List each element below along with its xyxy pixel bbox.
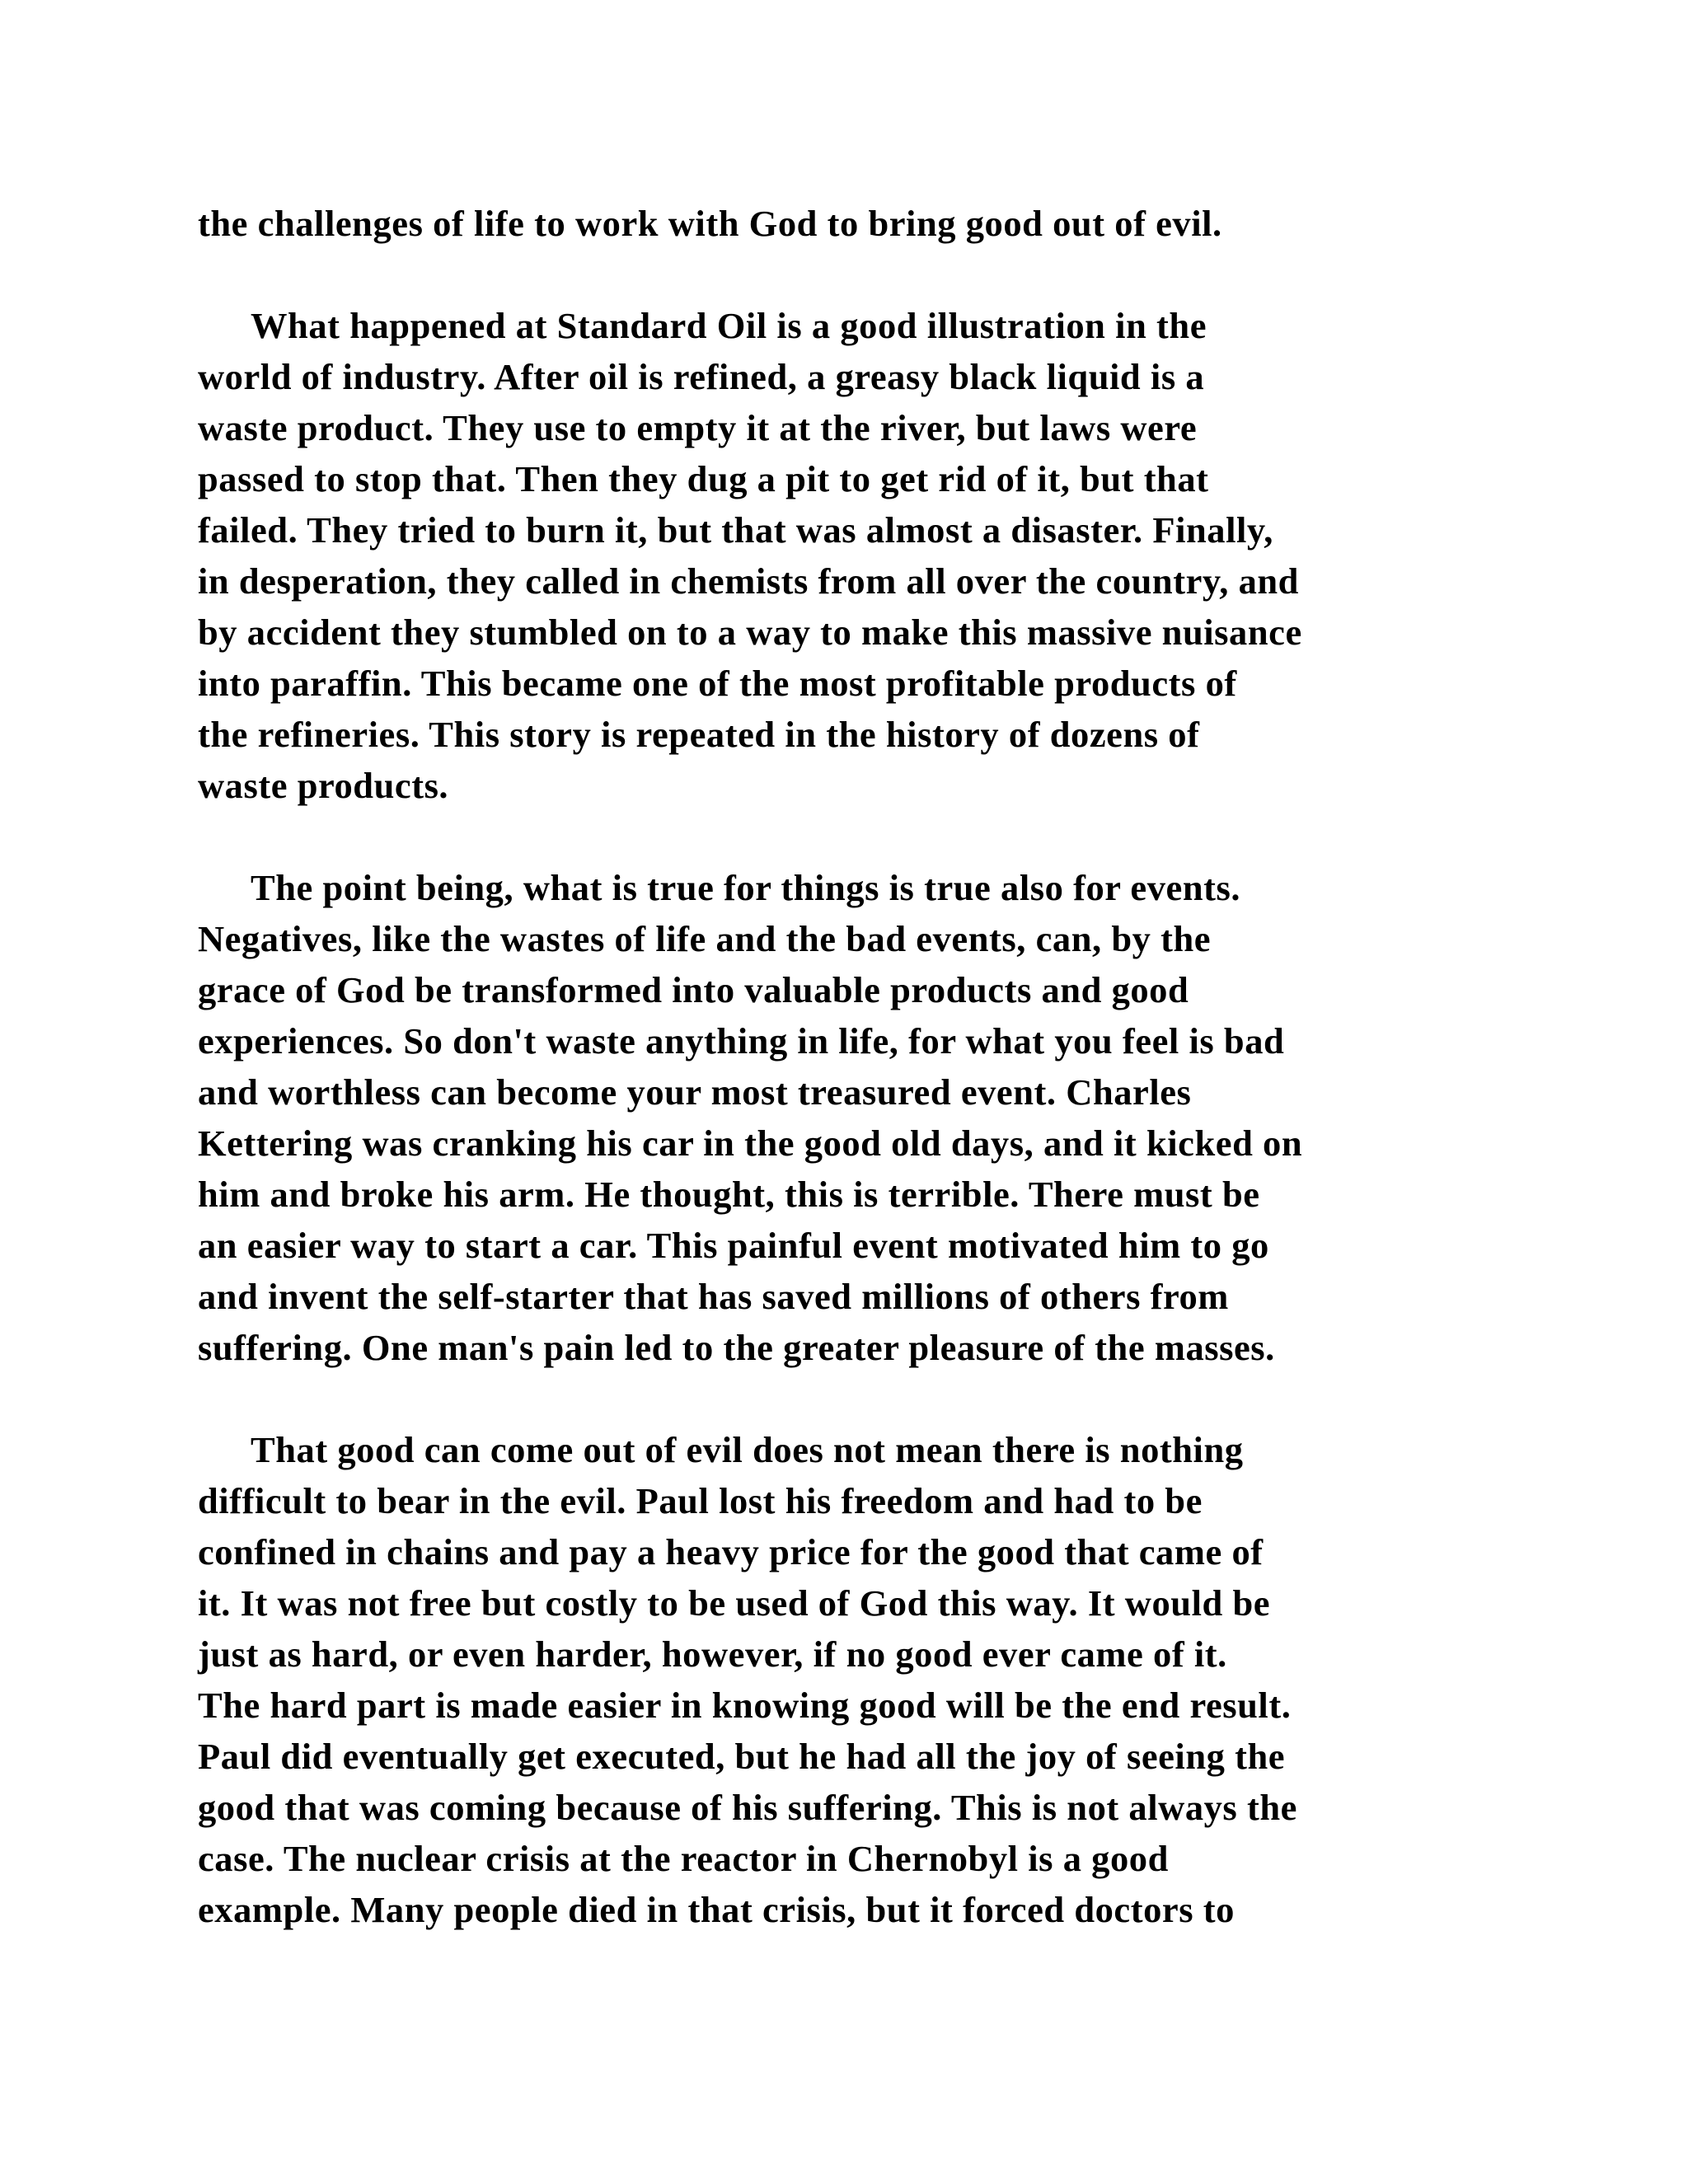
text-line: Paul did eventually get executed, but he had all the joy of seeing the	[198, 1736, 1286, 1777]
text-line: Kettering was cranking his car in the good old days, and it kicked on	[198, 1122, 1303, 1164]
body-text	[198, 198, 1500, 1935]
text-line: What happened at Standard Oil is a good illustration in the	[251, 305, 1207, 346]
text-line: confined in chains and pay a heavy price for the good that came of	[198, 1531, 1264, 1572]
text-line: him and broke his arm. He thought, this is terrible. There must be	[198, 1174, 1260, 1215]
text-line: by accident they stumbled on to a way to make this massive nuisance	[198, 612, 1302, 653]
text-line: Negatives, like the wastes of life and the bad events, can, by the	[198, 918, 1212, 959]
text-line: suffering. One man's pain led to the greater pleasure of the masses.	[198, 1327, 1275, 1368]
text-line: failed. They tried to burn it, but that was almost a disaster. Finally,	[198, 509, 1273, 551]
text-line: waste product. They use to empty it at the river, but laws were	[198, 407, 1198, 448]
text-line: the challenges of life to work with God to bring good out of evil.	[198, 203, 1222, 244]
text-line: it. It was not free but costly to be used of God this way. It would be	[198, 1582, 1271, 1624]
text-line: in desperation, they called in chemists from all over the country, and	[198, 560, 1299, 602]
text-line: waste products.	[198, 765, 449, 806]
text-line: That good can come out of evil does not mean there is nothing	[251, 1429, 1244, 1470]
text-line: The hard part is made easier in knowing good will be the end result.	[198, 1685, 1292, 1726]
text-line: and invent the self-starter that has saved millions of others from	[198, 1276, 1229, 1317]
text-line: difficult to bear in the evil. Paul lost his freedom and had to be	[198, 1480, 1203, 1521]
paragraph-gap	[198, 811, 1500, 862]
text-line: grace of God be transformed into valuable products and good	[198, 969, 1189, 1010]
text-line: an easier way to start a car. This painful event motivated him to go	[198, 1225, 1269, 1266]
text-line: good that was coming because of his suffering. This is not always the	[198, 1787, 1297, 1828]
text-line: experiences. So don't waste anything in life, for what you feel is bad	[198, 1020, 1285, 1062]
text-line: passed to stop that. Then they dug a pit to get rid of it, but that	[198, 458, 1209, 499]
text-line: the refineries. This story is repeated in the history of dozens of	[198, 714, 1200, 755]
text-line: The point being, what is true for things is true also for events.	[251, 867, 1241, 908]
paragraph-gap	[198, 1373, 1500, 1424]
text-line: just as hard, or even harder, however, if no good ever came of it.	[198, 1633, 1227, 1675]
text-line: case. The nuclear crisis at the reactor in Chernobyl is a good	[198, 1838, 1169, 1879]
text-line: example. Many people died in that crisis, but it forced doctors to	[198, 1889, 1235, 1930]
paragraph-gap	[198, 249, 1500, 300]
text-line: and worthless can become your most treasured event. Charles	[198, 1071, 1192, 1113]
text-line: into paraffin. This became one of the most profitable products of	[198, 663, 1237, 704]
text-line: world of industry. After oil is refined, a greasy black liquid is a	[198, 356, 1205, 397]
